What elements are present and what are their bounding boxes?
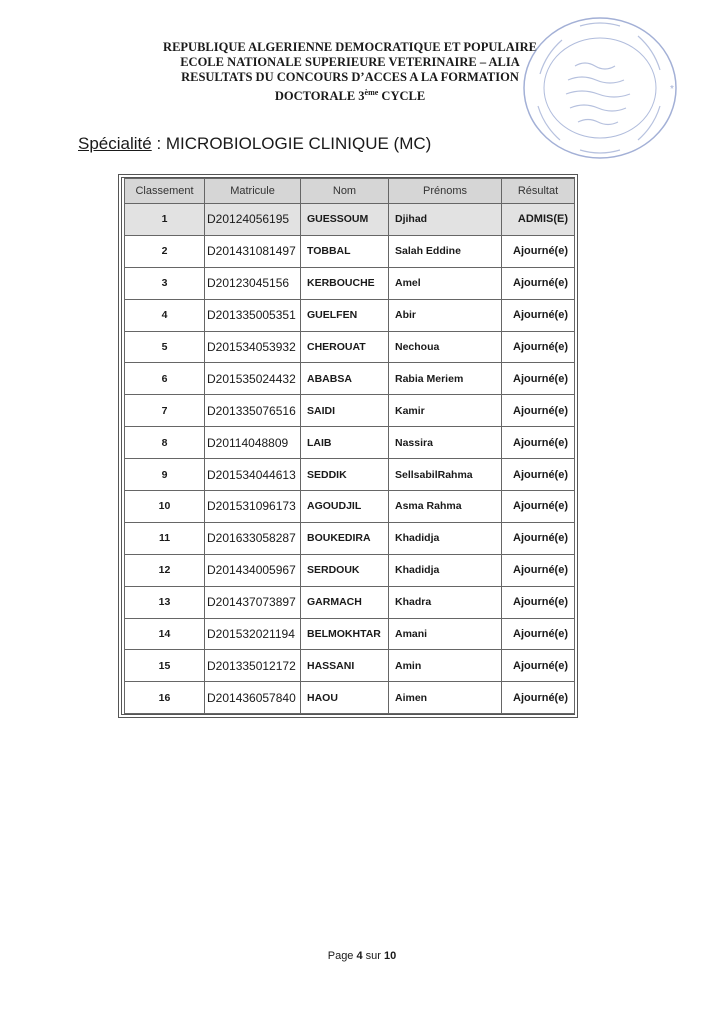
resultat-cell: Ajourné(e)	[502, 395, 575, 427]
resultat-cell: Ajourné(e)	[502, 427, 575, 459]
nom-cell: BELMOKHTAR	[301, 618, 389, 650]
matricule-cell: D201437073897	[205, 586, 301, 618]
nom-cell: KERBOUCHE	[301, 267, 389, 299]
matricule-cell: D201633058287	[205, 522, 301, 554]
header-nom: Nom	[301, 179, 389, 204]
matricule-cell: D201534044613	[205, 459, 301, 491]
header-matricule: Matricule	[205, 179, 301, 204]
matricule-cell: D201335005351	[205, 299, 301, 331]
resultat-cell: Ajourné(e)	[502, 586, 575, 618]
matricule-cell: D20123045156	[205, 267, 301, 299]
classement-cell: 16	[125, 682, 205, 714]
table-row	[125, 235, 575, 267]
nom-cell: GUESSOUM	[301, 204, 389, 236]
prenoms-cell: Djihad	[389, 204, 502, 236]
table-row	[125, 363, 575, 395]
resultat-cell: Ajourné(e)	[502, 682, 575, 714]
table-header-row	[125, 179, 575, 204]
matricule-cell: D201531096173	[205, 491, 301, 523]
prenoms-cell: Aimen	[389, 682, 502, 714]
resultat-cell: Ajourné(e)	[502, 650, 575, 682]
prenoms-cell: Abir	[389, 299, 502, 331]
nom-cell: LAIB	[301, 427, 389, 459]
matricule-cell: D201431081497	[205, 235, 301, 267]
nom-cell: GARMACH	[301, 586, 389, 618]
table-row	[125, 650, 575, 682]
classement-cell: 6	[125, 363, 205, 395]
nom-cell: TOBBAL	[301, 235, 389, 267]
nom-cell: BOUKEDIRA	[301, 522, 389, 554]
svg-text:*: *	[670, 84, 674, 95]
nom-cell: CHEROUAT	[301, 331, 389, 363]
classement-cell: 14	[125, 618, 205, 650]
specialite-value: : MICROBIOLOGIE CLINIQUE (MC)	[151, 134, 432, 153]
resultat-cell: Ajourné(e)	[502, 363, 575, 395]
matricule-cell: D201534053932	[205, 331, 301, 363]
nom-cell: GUELFEN	[301, 299, 389, 331]
matricule-cell: D20114048809	[205, 427, 301, 459]
header-line-1: REPUBLIQUE ALGERIENNE DEMOCRATIQUE ET POPULAIRE	[163, 40, 537, 54]
matricule-cell: D201434005967	[205, 554, 301, 586]
classement-cell: 3	[125, 267, 205, 299]
table-row	[125, 618, 575, 650]
table-row	[125, 586, 575, 618]
prenoms-cell: Salah Eddine	[389, 235, 502, 267]
prenoms-cell: Amin	[389, 650, 502, 682]
specialite-title	[78, 134, 431, 154]
nom-cell: SERDOUK	[301, 554, 389, 586]
table-row	[125, 459, 575, 491]
table-row	[125, 204, 575, 236]
table-row	[125, 267, 575, 299]
classement-cell: 15	[125, 650, 205, 682]
classement-cell: 12	[125, 554, 205, 586]
matricule-cell: D201335076516	[205, 395, 301, 427]
classement-cell: 2	[125, 235, 205, 267]
classement-cell: 11	[125, 522, 205, 554]
resultat-cell: Ajourné(e)	[502, 267, 575, 299]
page-footer: Page 4 sur 10	[327, 950, 397, 962]
prenoms-cell: Amani	[389, 618, 502, 650]
matricule-cell: D201335012172	[205, 650, 301, 682]
prenoms-cell: Asma Rahma	[389, 491, 502, 523]
prenoms-cell: SellsabilRahma	[389, 459, 502, 491]
header-line-4: DOCTORALE 3ème CYCLE	[274, 88, 426, 104]
nom-cell: HAOU	[301, 682, 389, 714]
table-row	[125, 522, 575, 554]
nom-cell: AGOUDJIL	[301, 491, 389, 523]
prenoms-cell: Amel	[389, 267, 502, 299]
prenoms-cell: Khadra	[389, 586, 502, 618]
table-row	[125, 682, 575, 714]
resultat-cell: ADMIS(E)	[502, 204, 575, 236]
nom-cell: SAIDI	[301, 395, 389, 427]
table-row	[125, 427, 575, 459]
table-row	[125, 491, 575, 523]
matricule-cell: D20124056195	[205, 204, 301, 236]
table-row	[125, 331, 575, 363]
nom-cell: SEDDIK	[301, 459, 389, 491]
resultat-cell: Ajourné(e)	[502, 522, 575, 554]
matricule-cell: D201532021194	[205, 618, 301, 650]
classement-cell: 13	[125, 586, 205, 618]
official-stamp-icon	[520, 14, 680, 162]
matricule-cell: D201535024432	[205, 363, 301, 395]
table-row	[125, 299, 575, 331]
results-table	[124, 178, 575, 714]
classement-cell: 9	[125, 459, 205, 491]
matricule-cell: D201436057840	[205, 682, 301, 714]
resultat-cell: Ajourné(e)	[502, 459, 575, 491]
classement-cell: 1	[125, 204, 205, 236]
nom-cell: ABABSA	[301, 363, 389, 395]
resultat-cell: Ajourné(e)	[502, 491, 575, 523]
prenoms-cell: Khadidja	[389, 554, 502, 586]
classement-cell: 7	[125, 395, 205, 427]
specialite-label: Spécialité	[78, 134, 152, 153]
resultat-cell: Ajourné(e)	[502, 554, 575, 586]
document-header	[120, 40, 580, 104]
table-row	[125, 395, 575, 427]
resultat-cell: Ajourné(e)	[502, 618, 575, 650]
prenoms-cell: Khadidja	[389, 522, 502, 554]
classement-cell: 5	[125, 331, 205, 363]
header-resultat: Résultat	[502, 179, 575, 204]
resultat-cell: Ajourné(e)	[502, 299, 575, 331]
classement-cell: 4	[125, 299, 205, 331]
header-classement: Classement	[125, 179, 205, 204]
header-prenoms: Prénoms	[389, 179, 502, 204]
header-line-2: ECOLE NATIONALE SUPERIEURE VETERINAIRE – ALIA	[180, 55, 520, 69]
resultat-cell: Ajourné(e)	[502, 235, 575, 267]
classement-cell: 10	[125, 491, 205, 523]
classement-cell: 8	[125, 427, 205, 459]
results-table-frame	[118, 174, 578, 718]
resultat-cell: Ajourné(e)	[502, 331, 575, 363]
prenoms-cell: Nassira	[389, 427, 502, 459]
prenoms-cell: Kamir	[389, 395, 502, 427]
table-row	[125, 554, 575, 586]
prenoms-cell: Rabia Meriem	[389, 363, 502, 395]
nom-cell: HASSANI	[301, 650, 389, 682]
prenoms-cell: Nechoua	[389, 331, 502, 363]
header-line-3: RESULTATS DU CONCOURS D’ACCES A LA FORMATION	[181, 70, 519, 84]
